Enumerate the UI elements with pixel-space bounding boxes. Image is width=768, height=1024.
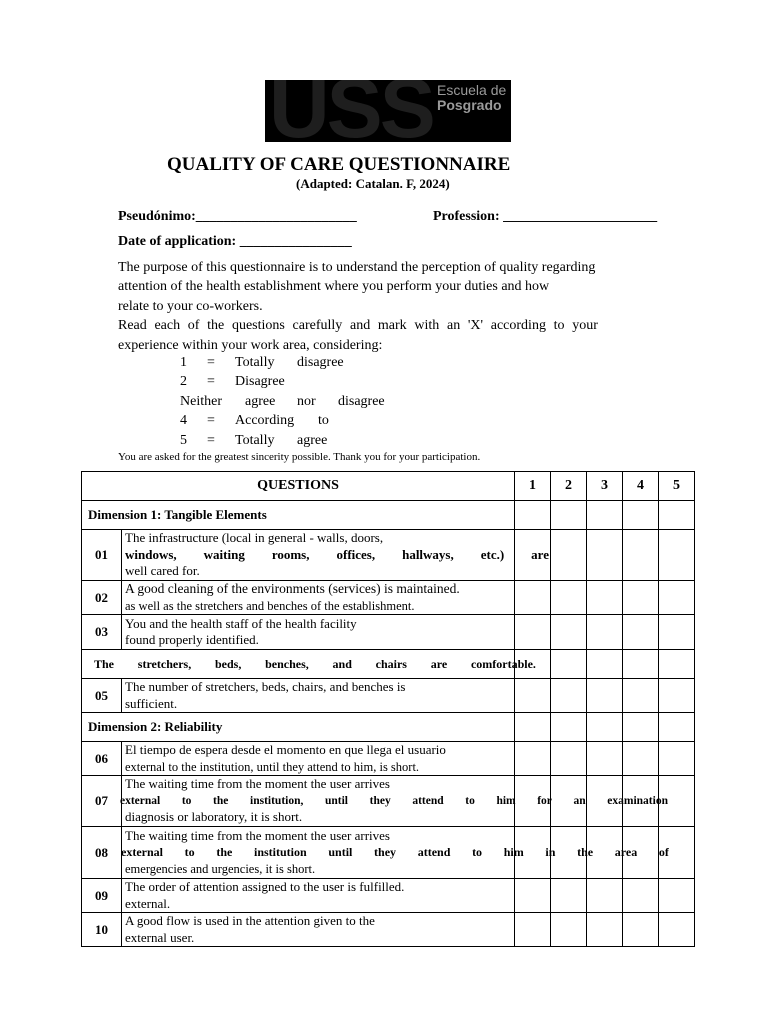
scale-item: Neither agree nor disagree	[180, 394, 385, 409]
dimension-row	[82, 713, 695, 742]
justified-line: external to the institution until they attend to him in the area of	[121, 845, 669, 860]
question-row	[82, 679, 695, 713]
question-number: 03	[82, 615, 122, 650]
questionnaire-table	[81, 471, 695, 947]
scale-item: 4 = According to	[180, 413, 329, 428]
answer-cell[interactable]	[587, 581, 623, 615]
column-header: 2	[551, 472, 587, 501]
column-header: 5	[659, 472, 695, 501]
answer-cell[interactable]	[623, 679, 659, 713]
answer-cell[interactable]	[659, 679, 695, 713]
dimension-row	[82, 501, 695, 530]
question-row	[82, 776, 695, 827]
justified-line: external to the institution, until they attend to him for an examination	[120, 794, 668, 807]
answer-cell[interactable]	[551, 679, 587, 713]
intro-text	[118, 258, 658, 355]
scale-item: 2 = Disagree	[180, 374, 285, 389]
question-number: 02	[82, 581, 122, 615]
question-number: 10	[82, 913, 122, 947]
intro-line: relate to your co-workers.	[118, 298, 263, 314]
answer-cell[interactable]	[623, 501, 659, 530]
pseudonym-field[interactable]: Pseudónimo:_______________________	[118, 209, 357, 224]
answer-cell[interactable]	[587, 530, 623, 581]
answer-cell[interactable]	[659, 615, 695, 650]
question-text: The number of stretchers, beds, chairs, and benches is sufficient.	[122, 679, 515, 713]
instruction-note: You are asked for the greatest sincerity possible. Thank you for your participation.	[118, 451, 481, 463]
answer-cell[interactable]	[587, 679, 623, 713]
justified-line: windows, waiting rooms, offices, hallways, etc.) are	[125, 546, 549, 562]
intro-line-text: Read each of the questions carefully and mark with an 'X' according to your	[118, 318, 598, 334]
column-header: 4	[623, 472, 659, 501]
intro-line: The purpose of this questionnaire is to understand the perception of quality regarding	[118, 260, 596, 275]
answer-cell[interactable]	[623, 650, 659, 679]
answer-cell[interactable]	[551, 530, 587, 581]
answer-cell[interactable]	[623, 615, 659, 650]
scale-item: 5 = Totally agree	[180, 433, 328, 448]
answer-cell[interactable]	[551, 879, 587, 913]
answer-cell[interactable]	[659, 501, 695, 530]
answer-cell[interactable]	[587, 615, 623, 650]
answer-cell[interactable]	[659, 581, 695, 615]
answer-cell[interactable]	[623, 530, 659, 581]
answer-cell[interactable]	[587, 501, 623, 530]
question-number: 09	[82, 879, 122, 913]
answer-cell[interactable]	[587, 742, 623, 776]
answer-cell[interactable]	[623, 581, 659, 615]
answer-cell[interactable]	[623, 713, 659, 742]
answer-cell[interactable]	[623, 879, 659, 913]
column-header: 3	[587, 472, 623, 501]
logo-mark: USS	[269, 80, 433, 142]
profession-field[interactable]: Profession: ______________________	[433, 209, 658, 224]
answer-cell[interactable]	[623, 913, 659, 947]
question-text: The waiting time from the moment the user arrives external to the institution until they attend to him in the area of emergencies and urgencies, it is short.	[122, 827, 515, 879]
question-number: 01	[82, 530, 122, 581]
question-number: 08	[82, 827, 122, 879]
logo-line-2: Posgrado	[437, 97, 502, 113]
question-number: 06	[82, 742, 122, 776]
uss-logo	[265, 80, 511, 142]
question-row	[82, 650, 695, 679]
answer-cell[interactable]	[515, 913, 551, 947]
column-header: 1	[515, 472, 551, 501]
question-text: El tiempo de espera desde el momento en que llega el usuario external to the institution, until they attend to him, is short.	[122, 742, 515, 776]
dimension-1-label: Dimension 1: Tangible Elements	[82, 501, 515, 530]
answer-cell[interactable]	[515, 581, 551, 615]
answer-cell[interactable]	[587, 913, 623, 947]
scale-item: 1 = Totally disagree	[180, 355, 344, 370]
answer-cell[interactable]	[551, 615, 587, 650]
page-subtitle: (Adapted: Catalan. F, 2024)	[296, 176, 450, 191]
answer-cell[interactable]	[659, 713, 695, 742]
answer-cell[interactable]	[659, 879, 695, 913]
question-row	[82, 581, 695, 615]
answer-cell[interactable]	[515, 879, 551, 913]
answer-cell[interactable]	[551, 501, 587, 530]
answer-cell[interactable]	[659, 530, 695, 581]
intro-line	[118, 316, 626, 335]
question-row	[82, 615, 695, 650]
question-text: The order of attention assigned to the user is fulfilled. external.	[122, 879, 515, 913]
intro-line: attention of the health establishment where you perform your duties and how	[118, 279, 550, 295]
question-row	[82, 827, 695, 879]
answer-cell[interactable]	[515, 501, 551, 530]
answer-cell[interactable]	[515, 742, 551, 776]
answer-cell[interactable]	[623, 742, 659, 776]
question-text	[82, 650, 536, 679]
answer-cell[interactable]	[587, 713, 623, 742]
answer-cell[interactable]	[515, 713, 551, 742]
answer-cell[interactable]	[551, 581, 587, 615]
dimension-2-label: Dimension 2: Reliability	[82, 713, 515, 742]
answer-cell[interactable]	[659, 650, 695, 679]
logo-line-1: Escuela de	[437, 82, 507, 98]
table-header-row	[82, 472, 695, 501]
question-number: 07	[82, 776, 122, 827]
justified-line: The stretchers, beds, benches, and chairs are comfortable.	[94, 656, 536, 671]
date-field[interactable]: Date of application: ________________	[118, 234, 352, 249]
answer-cell[interactable]	[551, 742, 587, 776]
question-text: The waiting time from the moment the user arrives external to the institution, until they attend to him for an examination diagnosis or laboratory, it is short.	[122, 776, 515, 827]
question-text: A good cleaning of the environments (services) is maintained. as well as the stretchers and benches of the establishment.	[122, 581, 515, 615]
answer-cell[interactable]	[551, 713, 587, 742]
answer-cell[interactable]	[587, 879, 623, 913]
question-text: A good flow is used in the attention given to the external user.	[122, 913, 515, 947]
answer-cell[interactable]	[515, 615, 551, 650]
question-number: 05	[82, 679, 122, 713]
intro-line: experience within your work area, considering:	[118, 337, 383, 353]
answer-cell[interactable]	[659, 742, 695, 776]
answer-cell[interactable]	[515, 679, 551, 713]
questions-header: QUESTIONS	[82, 472, 515, 501]
answer-cell[interactable]	[587, 650, 623, 679]
question-row	[82, 913, 695, 947]
answer-cell[interactable]	[659, 913, 695, 947]
page-title: QUALITY OF CARE QUESTIONNAIRE	[167, 154, 511, 175]
question-text: You and the health staff of the health facility found properly identified.	[122, 615, 515, 650]
question-row	[82, 742, 695, 776]
question-row	[82, 879, 695, 913]
question-text: The infrastructure (local in general - walls, doors, windows, waiting rooms, offices, hallways, etc.) are well cared for.	[122, 530, 515, 581]
question-row	[82, 530, 695, 581]
answer-cell[interactable]	[551, 913, 587, 947]
answer-cell[interactable]	[551, 650, 587, 679]
